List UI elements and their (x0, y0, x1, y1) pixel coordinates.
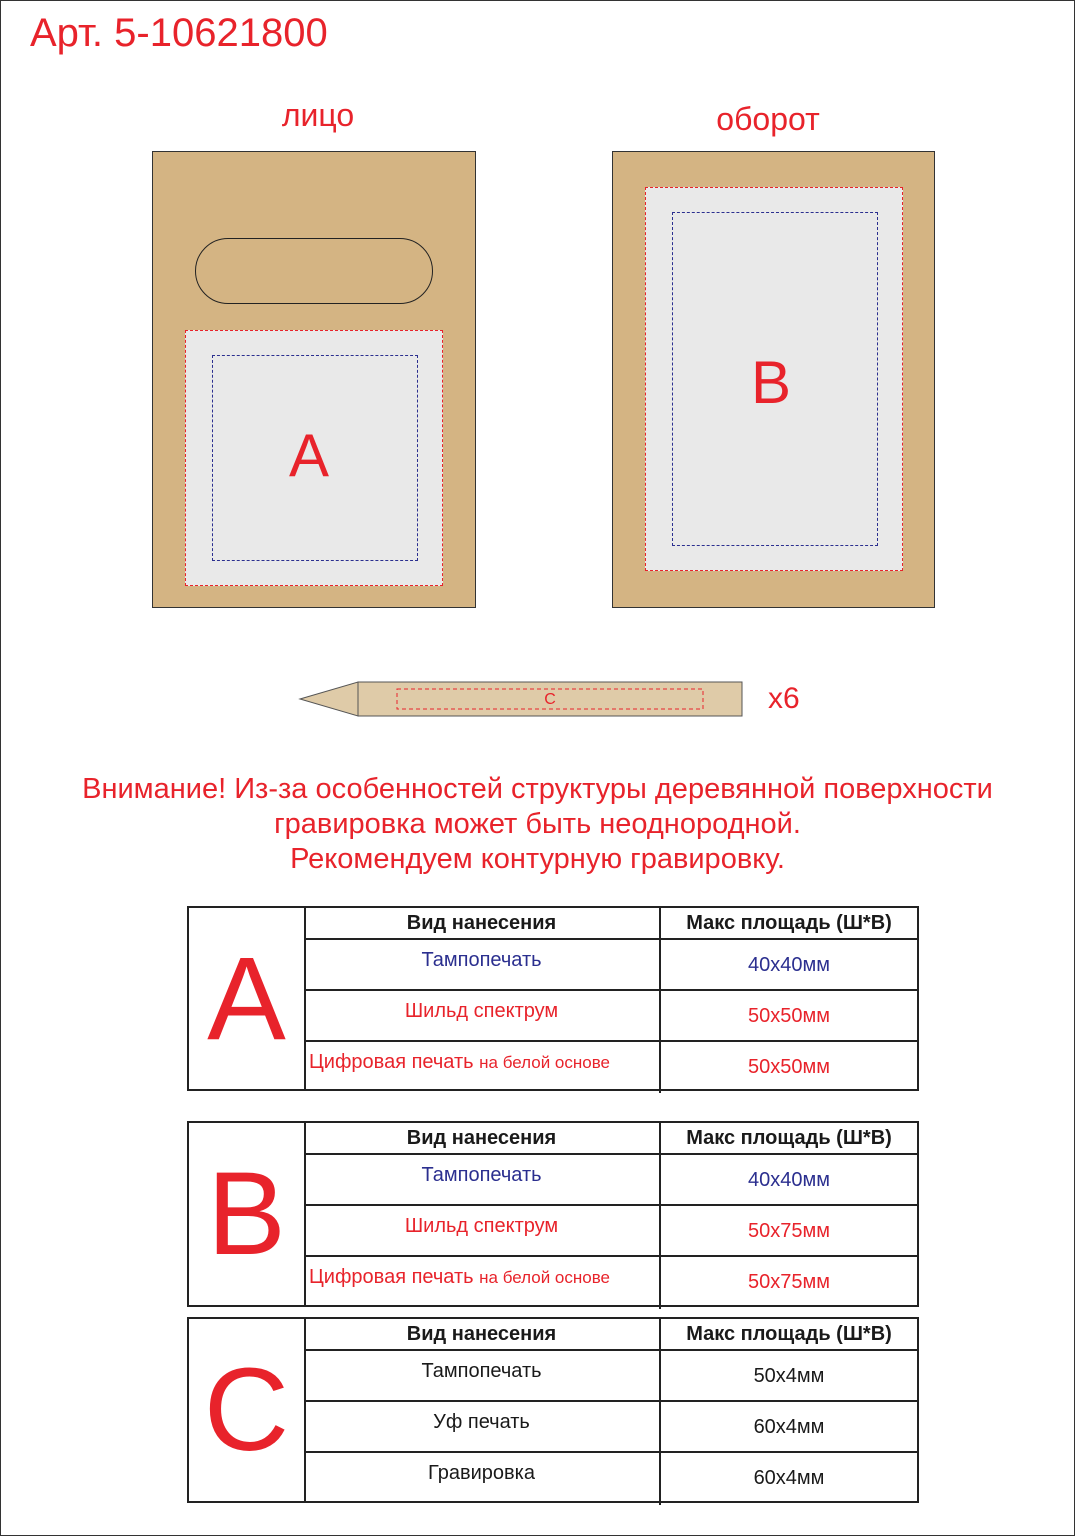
method-cell: Тампопечать (421, 949, 542, 971)
size-cell: 50х50мм (659, 1042, 917, 1093)
method-cell: Уф печать (433, 1411, 530, 1433)
size-cell: 50х4мм (659, 1351, 917, 1402)
header-method: Вид нанесения (406, 912, 557, 934)
zone-b-letter: B (750, 349, 792, 416)
front-label: лицо (281, 97, 355, 133)
warning-line-1: Внимание! Из-за особенностей структуры деревянной поверхности (82, 773, 993, 805)
warning-line-3: Рекомендуем контурную гравировку. (290, 843, 785, 875)
method-cell: Гравировка (428, 1462, 535, 1484)
back-label: оборот (716, 101, 820, 137)
table-zone-b (187, 1121, 919, 1307)
size-cell: 40х40мм (659, 940, 917, 991)
size-cell: 60х4мм (659, 1453, 917, 1505)
size-cell: 60х4мм (659, 1402, 917, 1453)
header-size: Макс площадь (Ш*В) (659, 1123, 917, 1153)
header-size: Макс площадь (Ш*В) (659, 1319, 917, 1349)
table-row (304, 1451, 917, 1505)
size-cell: 50х75мм (659, 1257, 917, 1309)
size-cell: 50х50мм (659, 991, 917, 1042)
table-letter: B (189, 1123, 306, 1305)
zone-c-letter: C (544, 691, 556, 708)
size-cell: 50х75мм (659, 1206, 917, 1257)
table-letter: A (189, 908, 306, 1089)
method-cell: Тампопечать (421, 1360, 542, 1382)
table-header (304, 1123, 917, 1153)
table-header (304, 908, 917, 938)
method-cell: Цифровая печать на белой основе (309, 1051, 611, 1073)
table-zone-a (187, 906, 919, 1091)
table-row (304, 938, 917, 991)
size-cell: 40х40мм (659, 1155, 917, 1206)
back-panel (612, 151, 935, 608)
hanger-slot (195, 238, 433, 304)
header-method: Вид нанесения (406, 1323, 557, 1345)
header-size: Макс площадь (Ш*В) (659, 908, 917, 938)
table-row (304, 1349, 917, 1402)
table-zone-c (187, 1317, 919, 1503)
method-cell: Тампопечать (421, 1164, 542, 1186)
zone-a-letter: A (288, 422, 330, 489)
table-row (304, 1153, 917, 1206)
pencil-count: x6 (768, 682, 800, 715)
table-row (304, 989, 917, 1042)
method-cell: Цифровая печать на белой основе (309, 1266, 611, 1288)
table-row (304, 1204, 917, 1257)
header-method: Вид нанесения (406, 1127, 557, 1149)
table-row (304, 1040, 917, 1093)
table-row (304, 1255, 917, 1309)
method-cell: Шильд спектрум (404, 1215, 559, 1237)
print-zone-a (185, 330, 443, 586)
warning-line-2: гравировка может быть неоднородной. (274, 808, 801, 840)
table-letter: C (189, 1319, 306, 1501)
front-panel (152, 151, 476, 608)
article-number: Арт. 5-10621800 (30, 11, 328, 55)
method-cell: Шильд спектрум (404, 1000, 559, 1022)
table-header (304, 1319, 917, 1349)
print-zone-b (645, 187, 903, 571)
table-row (304, 1400, 917, 1453)
